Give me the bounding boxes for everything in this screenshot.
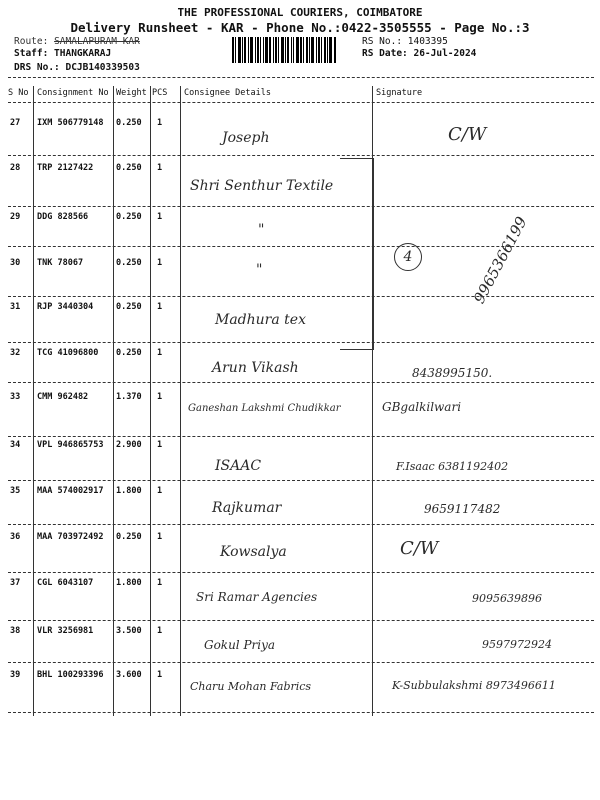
col-pcs: PCS [152,88,168,98]
row-consignee: " [258,222,265,238]
column-separator [113,86,114,716]
row-signature: C/W [448,124,487,145]
row-divider [8,436,594,437]
row-consignee: Ganeshan Lakshmi Chudikkar [188,403,341,414]
row-consignee: Rajkumar [212,500,282,516]
column-separator [150,86,151,716]
table-header [0,88,600,102]
row-signature: 9095639896 [472,592,542,605]
row-sno: 39 [10,670,21,680]
row-consignment: TNK 78067 [37,258,84,268]
route-line [14,36,140,47]
row-sno: 38 [10,626,21,636]
row-weight: 0.250 [116,212,142,222]
row-pcs: 1 [157,532,163,542]
row-weight: 0.250 [116,302,142,312]
barcode-image [232,37,356,63]
row-consignment: VLR 3256981 [37,626,94,636]
row-pcs: 1 [157,486,163,496]
row-weight: 2.900 [116,440,142,450]
row-weight: 0.250 [116,532,142,542]
row-sno: 31 [10,302,21,312]
rs-number: RS No.: 1403395 [362,36,448,47]
row-consignment: MAA 574002917 [37,486,104,496]
row-sno: 28 [10,163,21,173]
col-consignment: Consignment No [37,88,109,98]
row-consignee: Gokul Priya [204,638,276,652]
row-consignment: MAA 703972492 [37,532,104,542]
row-consignment: CGL 6043107 [37,578,94,588]
row-pcs: 1 [157,212,163,222]
row-consignee: " [256,262,263,278]
row-sno: 27 [10,118,21,128]
row-weight: 0.250 [116,258,142,268]
row-divider [8,342,594,343]
staff-line: Staff: THANGKARAJ [14,48,112,59]
row-divider [8,155,594,156]
row-signature: 8438995150. [412,366,493,380]
row-consignee: Madhura tex [215,312,306,328]
ditto-bracket [340,158,374,350]
row-signature: K-Subbulakshmi 8973496611 [392,679,556,692]
row-divider [8,662,594,663]
column-separator [180,86,181,716]
row-sno: 37 [10,578,21,588]
col-signature: Signature [376,88,423,98]
row-sno: 32 [10,348,21,358]
row-weight: 0.250 [116,118,142,128]
row-consignee: Charu Mohan Fabrics [190,680,312,693]
row-signature: 9597972924 [482,638,552,651]
row-consignment: TRP 2127422 [37,163,94,173]
row-consignment: BHL 100293396 [37,670,104,680]
row-pcs: 1 [157,670,163,680]
row-consignee: Shri Senthur Textile [190,178,334,194]
row-consignment: RJP 3440304 [37,302,94,312]
row-pcs: 1 [157,118,163,128]
row-signature: 9965366199 [470,213,531,307]
row-sno: 36 [10,532,21,542]
header-divider-bottom [8,102,594,103]
row-pcs: 1 [157,163,163,173]
row-pcs: 1 [157,258,163,268]
route-label: Route: [14,36,49,47]
row-pcs: 1 [157,440,163,450]
col-sno: S No [8,88,29,98]
row-consignee: Kowsalya [220,544,287,560]
row-divider [8,712,594,713]
row-consignment: VPL 946865753 [37,440,104,450]
row-consignee: Arun Vikash [212,360,299,376]
row-divider [8,620,594,621]
row-signature: C/W [400,538,439,559]
row-sno: 34 [10,440,21,450]
row-divider [8,480,594,481]
runsheet-subtitle: Delivery Runsheet - KAR - Phone No.:0422-3505555 - Page No.:3 [70,20,530,35]
row-pcs: 1 [157,302,163,312]
row-consignee: ISAAC [215,458,262,474]
circled-count-mark: 4 [394,243,422,271]
drs-number: DRS No.: DCJB140339503 [14,62,140,73]
row-consignment: DDG 828566 [37,212,89,222]
row-divider [8,206,594,207]
company-title: THE PROFESSIONAL COURIERS, COIMBATORE [177,6,423,19]
row-pcs: 1 [157,348,163,358]
row-pcs: 1 [157,626,163,636]
col-weight: Weight [116,88,147,98]
row-signature: F.Isaac 6381192402 [396,460,509,473]
row-consignment: TCG 41096800 [37,348,99,358]
row-consignee: Sri Ramar Agencies [196,590,318,604]
row-divider [8,572,594,573]
row-sno: 33 [10,392,21,402]
row-signature: GBgalkilwari [382,400,462,414]
rs-date: RS Date: 26-Jul-2024 [362,48,477,59]
row-weight: 1.370 [116,392,142,402]
row-sno: 35 [10,486,21,496]
row-sno: 29 [10,212,21,222]
row-weight: 0.250 [116,163,142,173]
row-weight: 3.500 [116,626,142,636]
row-consignment: IXM 506779148 [37,118,104,128]
row-divider [8,296,594,297]
row-consignment: CMM 962482 [37,392,89,402]
row-pcs: 1 [157,392,163,402]
row-weight: 3.600 [116,670,142,680]
row-divider [8,524,594,525]
row-signature: 9659117482 [424,502,501,516]
route-value: SAMALAPURAM KAR [54,36,140,47]
row-consignee: Joseph [222,130,270,146]
row-weight: 1.800 [116,578,142,588]
row-pcs: 1 [157,578,163,588]
column-separator [33,86,34,716]
row-divider [8,382,594,383]
row-weight: 1.800 [116,486,142,496]
col-consignee: Consignee Details [184,88,271,98]
header-divider-top [8,77,594,78]
row-sno: 30 [10,258,21,268]
row-weight: 0.250 [116,348,142,358]
